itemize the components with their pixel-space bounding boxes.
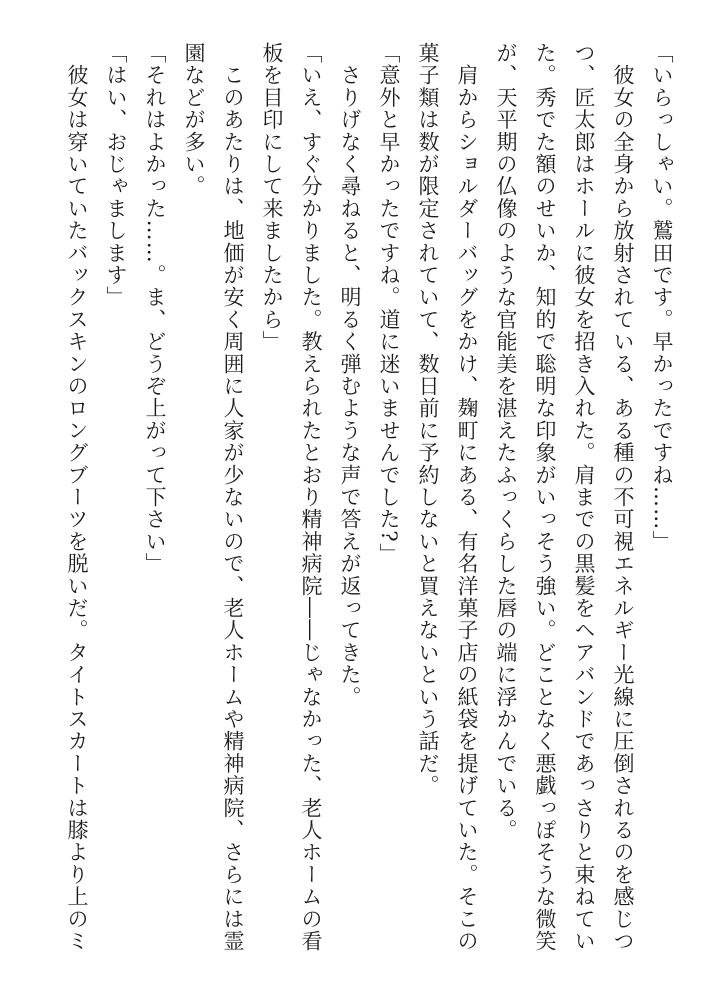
text-line: 彼女の全身から放射されている、ある種の不可視エネルギー光線に圧倒されるのを感じつ xyxy=(611,42,635,953)
text-line: 「意外と早かったですね。道に迷いませんでした?」 xyxy=(377,42,401,566)
text-line: た。秀でた額のせいか、知的で聡明な印象がいっそう強い。どことなく悪戯っぽそうな微笑 xyxy=(533,42,557,953)
text-line: このあたりは、地価が安く周囲に人家が少ないので、老人ホームや精神病院、さらには霊 xyxy=(221,42,245,953)
text-line: 園などが多い。 xyxy=(182,42,206,198)
text-line: 「いえ、すぐ分かりました。教えられたとおり精神病院――じゃなかった、老人ホームの看 xyxy=(299,42,323,953)
text-line: 板を目印にして来ましたから」 xyxy=(260,42,284,353)
text-line: さりげなく尋ねると、明るく弾むような声で答えが返ってきた。 xyxy=(338,42,362,708)
text-line: 「いらっしゃい。鷲田です。早かったですね……」 xyxy=(650,42,674,553)
text-line: 「それはよかった……。ま、どうぞ上がって下さい」 xyxy=(143,42,167,575)
vertical-text-body xyxy=(57,42,681,980)
text-line: 「はい、おじゃまします」 xyxy=(104,42,128,309)
text-line: 彼女は穿いていたバックスキンのロングブーツを脱いだ。タイトスカートは膝より上のミ xyxy=(65,42,89,953)
text-line: 肩からショルダーバッグをかけ、麹町にある、有名洋菓子店の紙袋を提げていた。そこの xyxy=(455,42,479,953)
text-line: 菓子類は数が限定されていて、数日前に予約しないと買えないという話だ。 xyxy=(416,42,440,797)
text-line: が、天平期の仏像のような官能美を湛えたふっくらした唇の端に浮かんでいる。 xyxy=(494,42,518,842)
text-line: つ、匠太郎はホールに彼女を招き入れた。肩までの黒髪をヘアバンドであっさりと束ねてい xyxy=(572,42,596,953)
